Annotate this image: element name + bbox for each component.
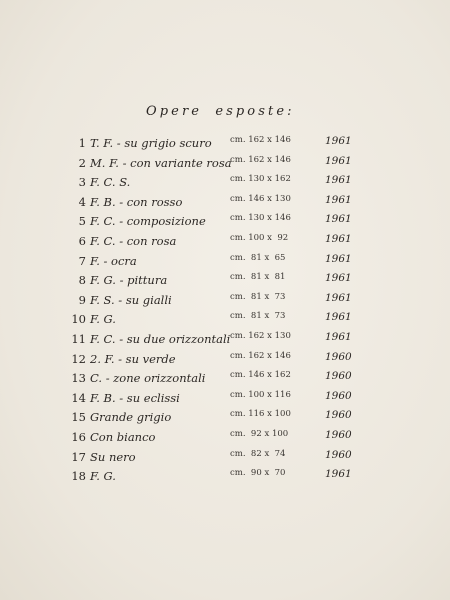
work-row xyxy=(0,254,450,274)
work-dimensions: cm. 146 x 162 xyxy=(230,370,291,381)
work-row xyxy=(0,430,450,450)
work-title: F. B. - su eclissi xyxy=(90,390,180,405)
work-year: 1960 xyxy=(325,389,352,402)
work-title: F. B. - con rosso xyxy=(90,194,183,209)
work-row xyxy=(0,293,450,313)
work-year: 1961 xyxy=(325,468,352,481)
work-row xyxy=(0,391,450,411)
work-row xyxy=(0,312,450,332)
work-title: M. F. - con variante rosa xyxy=(90,155,232,170)
work-number: 4 xyxy=(78,194,86,209)
work-year: 1960 xyxy=(325,370,352,383)
work-row xyxy=(0,175,450,195)
work-dimensions: cm. 90 x 70 xyxy=(230,468,286,479)
work-dimensions: cm. 116 x 100 xyxy=(230,409,291,420)
work-year: 1961 xyxy=(325,252,352,265)
work-dimensions: cm. 130 x 146 xyxy=(230,213,291,224)
work-number: 18 xyxy=(71,469,86,484)
work-title: F. S. - su gialli xyxy=(90,292,172,307)
work-dimensions: cm. 81 x 81 xyxy=(230,272,286,283)
work-year: 1961 xyxy=(325,272,352,285)
work-row xyxy=(0,234,450,254)
work-title: C. - zone orizzontali xyxy=(90,371,206,386)
work-dimensions: cm. 81 x 73 xyxy=(230,311,286,322)
work-year: 1961 xyxy=(325,311,352,324)
work-title: F. C. - con rosa xyxy=(90,234,177,248)
work-number: 5 xyxy=(78,214,86,229)
work-title: F. - ocra xyxy=(90,253,137,268)
work-dimensions: cm. 92 x 100 xyxy=(230,429,289,439)
work-title: F. G. xyxy=(90,312,116,327)
work-row xyxy=(0,214,450,234)
work-row xyxy=(0,469,450,489)
page-title: Opere esposte: xyxy=(146,104,295,119)
work-title: F. C. S. xyxy=(90,175,131,190)
work-number: 2 xyxy=(78,155,86,170)
work-title: F. C. - su due orizzontali xyxy=(90,332,231,346)
work-number: 6 xyxy=(78,234,86,248)
work-year: 1961 xyxy=(325,291,352,304)
work-title: F. C. - composizione xyxy=(90,214,206,229)
work-year: 1961 xyxy=(325,135,352,147)
work-dimensions: cm. 146 x 130 xyxy=(230,193,291,204)
work-year: 1960 xyxy=(325,429,352,441)
work-number: 14 xyxy=(71,390,86,405)
work-row xyxy=(0,410,450,430)
work-year: 1960 xyxy=(325,448,352,461)
work-title: Con bianco xyxy=(90,430,156,444)
work-number: 10 xyxy=(71,312,86,327)
work-dimensions: cm. 81 x 65 xyxy=(230,252,286,263)
work-number: 16 xyxy=(71,430,86,444)
work-title: F. G. xyxy=(90,469,116,484)
work-dimensions: cm. 100 x 116 xyxy=(230,389,291,400)
work-dimensions: cm. 162 x 146 xyxy=(230,154,291,165)
work-number: 15 xyxy=(71,410,86,425)
work-title: Grande grigio xyxy=(90,410,172,425)
work-row xyxy=(0,136,450,156)
work-dimensions: cm. 162 x 130 xyxy=(230,331,291,341)
work-year: 1961 xyxy=(325,193,352,206)
work-row xyxy=(0,273,450,293)
work-number: 1 xyxy=(78,136,86,150)
work-year: 1961 xyxy=(325,233,352,245)
work-number: 8 xyxy=(78,273,86,288)
work-title: Su nero xyxy=(90,449,136,464)
work-title: F. G. - pittura xyxy=(90,273,168,288)
work-dimensions: cm. 162 x 146 xyxy=(230,135,291,145)
work-title: T. F. - su grigio scuro xyxy=(90,136,212,150)
work-dimensions: cm. 82 x 74 xyxy=(230,448,286,459)
work-year: 1961 xyxy=(325,213,352,226)
work-row xyxy=(0,352,450,372)
work-number: 13 xyxy=(71,371,86,386)
work-row xyxy=(0,450,450,470)
work-dimensions: cm. 162 x 146 xyxy=(230,350,291,361)
work-year: 1961 xyxy=(325,174,352,187)
work-dimensions: cm. 100 x 92 xyxy=(230,233,289,243)
work-row xyxy=(0,195,450,215)
work-number: 11 xyxy=(71,332,86,346)
work-year: 1960 xyxy=(325,350,352,363)
work-year: 1961 xyxy=(325,331,352,343)
work-title: 2. F. - su verde xyxy=(90,351,176,366)
work-number: 3 xyxy=(78,175,86,190)
work-row xyxy=(0,332,450,352)
work-row xyxy=(0,156,450,176)
work-number: 9 xyxy=(78,292,86,307)
work-year: 1961 xyxy=(325,154,352,167)
work-number: 12 xyxy=(71,351,86,366)
work-number: 7 xyxy=(78,253,86,268)
work-dimensions: cm. 81 x 73 xyxy=(230,291,286,302)
work-row xyxy=(0,371,450,391)
work-year: 1960 xyxy=(325,409,352,422)
work-number: 17 xyxy=(71,449,86,464)
work-dimensions: cm. 130 x 162 xyxy=(230,174,291,185)
